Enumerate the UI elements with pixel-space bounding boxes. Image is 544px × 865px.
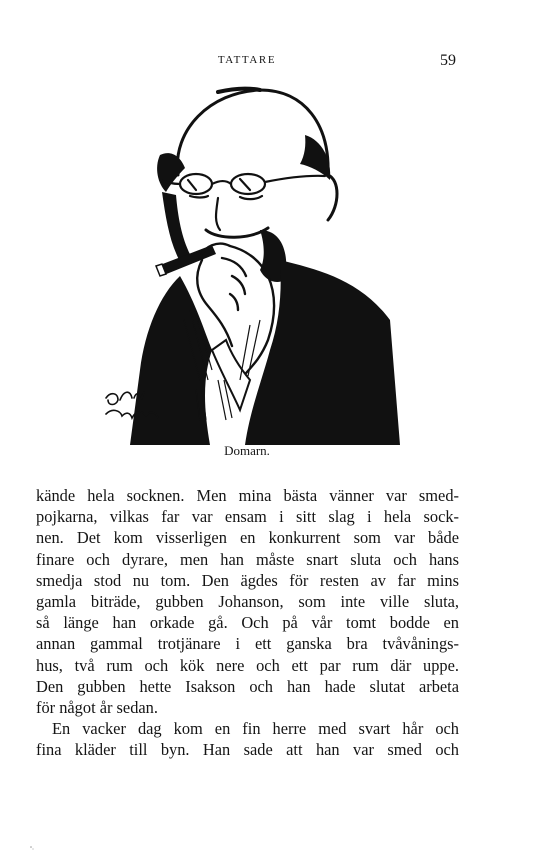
text-line: kände hela socknen. Men mina bästa vänner var smed- bbox=[36, 486, 459, 505]
text-line: nen. Det kom visserligen en konkurrent som var både bbox=[36, 528, 459, 548]
page-speck bbox=[30, 846, 34, 850]
caricature-drawing bbox=[100, 80, 400, 445]
caricature-illustration bbox=[100, 80, 400, 445]
running-title: TATTARE bbox=[217, 54, 277, 66]
text-line: så länge han orkade gå. Och på vår tomt bodde en bbox=[36, 613, 459, 633]
text-line: gamla biträde, gubben Johanson, som inte ville sluta, bbox=[36, 591, 459, 611]
text-line: Den gubben hette Isakson och han hade slutat arbeta bbox=[36, 676, 459, 696]
text-line: annan gammal trotjänare i ett ganska bra tvåvånings- bbox=[36, 634, 459, 654]
text-line: pojkarna, vilkas far var ensam i sitt slag i hela sock- bbox=[36, 507, 459, 527]
running-head bbox=[0, 52, 544, 72]
body-text bbox=[36, 485, 459, 760]
text-line: finare och dyrare, men han måste snart sluta och hans bbox=[36, 549, 459, 569]
text-line: smedja stod nu tom. Den ägdes för resten av far mins bbox=[36, 570, 459, 590]
text-line: hus, två rum och kök nere och ett par rum där uppe. bbox=[36, 655, 459, 675]
text-line: för något år sedan. bbox=[36, 697, 158, 717]
figure-caption: Domarn. bbox=[224, 443, 270, 458]
text-line: fina kläder till byn. Han sade att han var smed och bbox=[36, 740, 459, 760]
page-number: 59 bbox=[440, 52, 456, 69]
paragraph-first-line: En vacker dag kom en fin herre med svart hår och bbox=[52, 719, 459, 739]
